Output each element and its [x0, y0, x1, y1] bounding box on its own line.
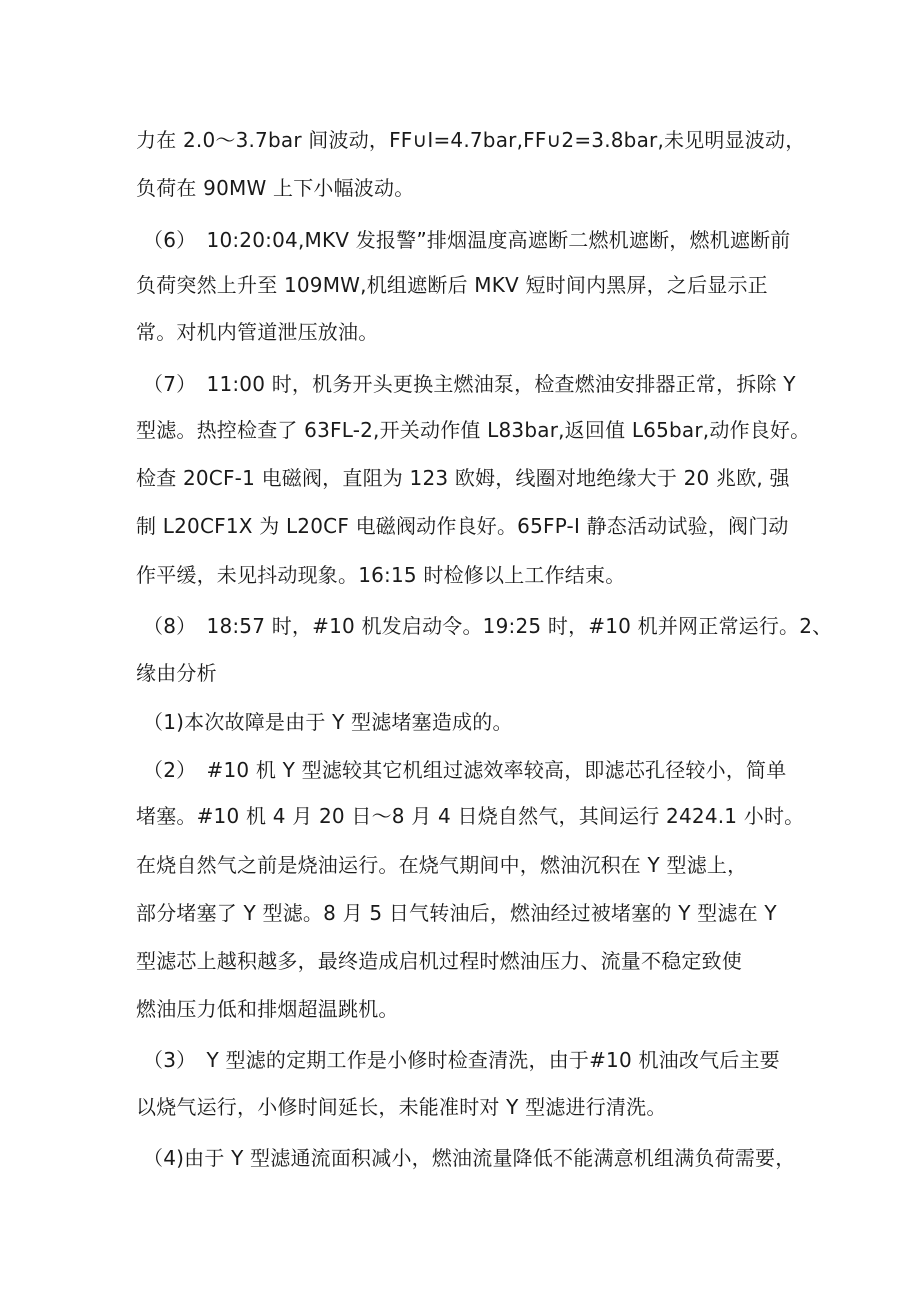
text-line: 作平缓，未见抖动现象。16:15 时检修以上工作结束。	[136, 563, 626, 587]
text-line: 缘由分析	[136, 661, 217, 685]
text-line: 检查 20CF-1 电磁阀，直阻为 123 欧姆，线圈对地绝缘大于 20 兆欧, 强	[136, 466, 790, 490]
text-line: （7） 11:00 时，机务开头更换主燃油泵，检查燃油安排器正常，拆除 Y	[143, 372, 796, 396]
text-line: （4)由于 Y 型滤通流面积减小，燃油流量降低不能满意机组满负荷需要，	[143, 1146, 796, 1170]
text-line: 常。对机内管道泄压放油。	[136, 320, 379, 344]
text-line: （3） Y 型滤的定期工作是小修时检查清洗，由于#10 机油改气后主要	[143, 1048, 780, 1072]
text-line: 堵塞。#10 机 4 月 20 日～8 月 4 日烧自然气，其间运行 2424.1 小时。	[136, 804, 805, 828]
text-line: （1)本次故障是由于 Y 型滤堵塞造成的。	[143, 710, 513, 734]
text-line: 型滤。热控检查了 63FL-2,开关动作值 L83bar,返回值 L65bar,动作良好。	[136, 418, 811, 442]
text-line: （8） 18:57 时，#10 机发启动令。19:25 时，#10 机并网正常运行。2、	[143, 614, 833, 638]
text-line: 负荷突然上升至 109MW,机组遮断后 MKV 短时间内黑屏，之后显示正	[136, 273, 768, 297]
text-line: 在烧自然气之前是烧油运行。在烧气期间中，燃油沉积在 Y 型滤上，	[136, 853, 748, 877]
text-line: 负荷在 90MW 上下小幅波动。	[136, 176, 415, 200]
text-line: 燃油压力低和排烟超温跳机。	[136, 997, 399, 1021]
text-line: 力在 2.0～3.7bar 间波动，FF∪I=4.7bar,FF∪2=3.8bar,未见明显波动，	[136, 128, 806, 152]
text-line: 型滤芯上越积越多，最终造成启机过程时燃油压力、流量不稳定致使	[136, 949, 742, 973]
text-line: 以烧气运行，小修时间延长，未能准时对 Y 型滤进行清洗。	[136, 1095, 667, 1119]
text-line: 部分堵塞了 Y 型滤。8 月 5 日气转油后，燃油经过被堵塞的 Y 型滤在 Y	[136, 901, 777, 925]
text-line: 制 L20CF1X 为 L20CF 电磁阀动作良好。65FP-I 静态活动试验，阀门动	[136, 514, 789, 538]
text-line: （2） #10 机 Y 型滤较其它机组过滤效率较高，即滤芯孔径较小，简单	[143, 758, 787, 782]
text-line: （6） 10:20:04,MKV 发报警”排烟温度高遮断二燃机遮断，燃机遮断前	[143, 228, 791, 252]
